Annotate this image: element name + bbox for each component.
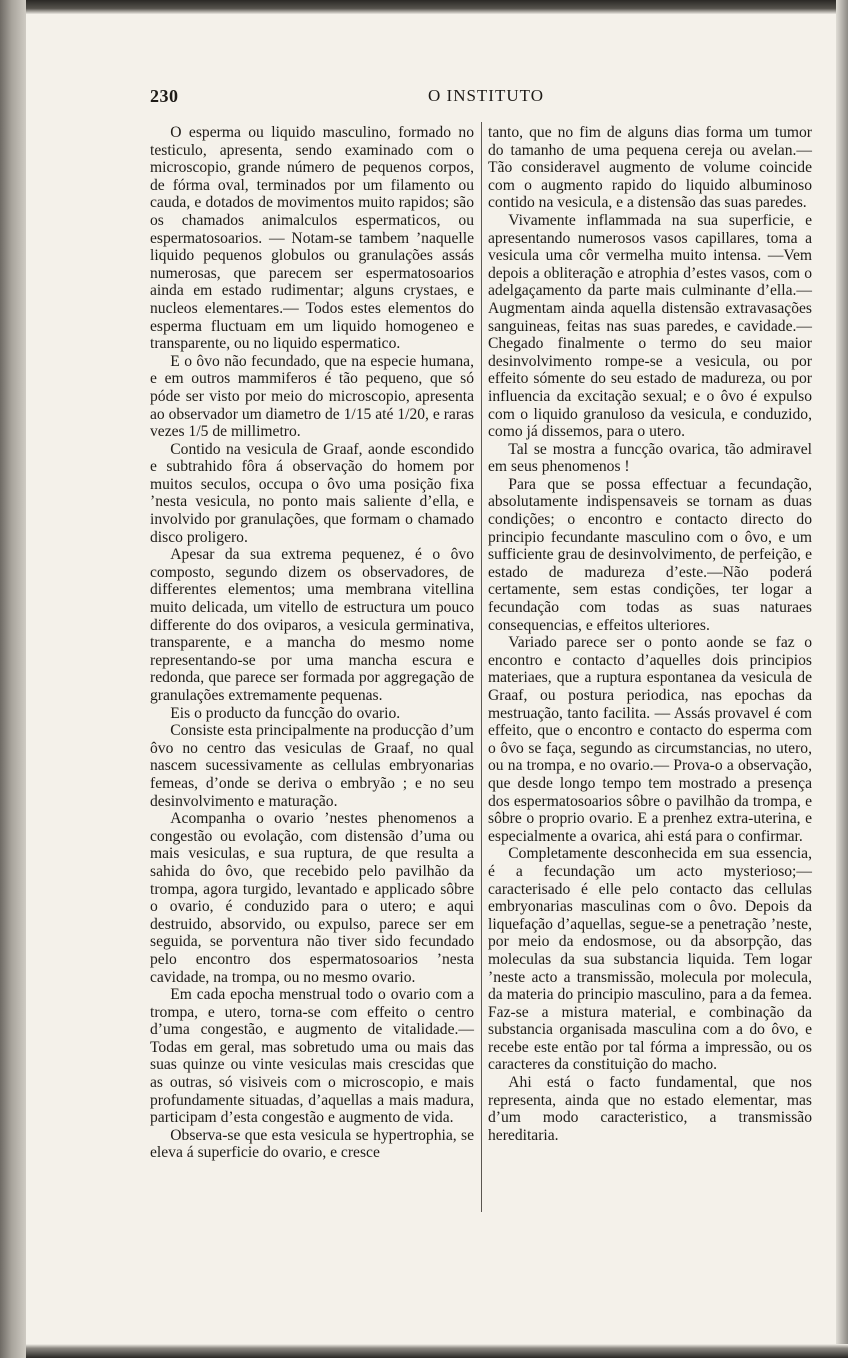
scan-right-edge (836, 0, 848, 1358)
paragraph: Apesar da sua extrema pequenez, é o ôvo composto, segundo dizem os observadores, de differentes elementos; uma membrana vitellina muito delicada, um vitello de estructura um pouco differente do dos oviparos, a vesicula germinativa, transparente, e a mancha do mesmo nome representando-se por uma mancha escura e redonda, que parece ser formada por aggregação de granulações extremamente pequenas. (150, 546, 474, 704)
scan-top-edge (26, 0, 848, 14)
paragraph: Vivamente inflammada na sua superficie, e apresentando numerosos vasos capillares, toma a vesicula uma côr vermelha muito intensa. —Vem depois a obliteração e atrophia d’estes vasos, com o adelgaçamento da parte mais culminante d’ella.— Augmentam ainda aquella distensão extravasações sanguineas, feitas nas suas paredes, e cavidade.—Chegado finalmente o termo do seu maior desinvolvimento rompe-se a vesicula, ou por effeito sómente do seu estado de madureza, ou por influencia da excitação sexual; e o ôvo é expulso com o liquido granuloso da vesicula, e conduzido, como já dissemos, para o utero. (488, 211, 812, 441)
paragraph: O esperma ou liquido masculino, formado no testiculo, apresenta, sendo examinado com o microscopio, grande número de pequenos corpos, de fórma oval, terminados por um filamento ou cauda, e dotados de movimentos muito rapidos; são os chamados animalculos espermaticos, ou espermatosoarios. — Notam-se tambem ’naquelle liquido pequenos globulos ou granulações assás numerosas, que parecem ser espermatosoarios ainda em estado rudimentar; alguns crystaes, e nucleos elementares.— Todos estes elementos do esperma fluctuam em um liquido homogeneo e transparente, ou no liquido espermatico. (150, 124, 474, 353)
paragraph: Variado parece ser o ponto aonde se faz o encontro e contacto d’aquelles dois principios materiaes, que a ruptura espontanea da vesicula de Graaf, ou postura periodica, nas epochas da mestruação, tanto facilita. — Assás provavel é com effeito, que o encontro e contacto do esperma com o ôvo se faça, segundo as circumstancias, no utero, ou na trompa, e no ovario.— Prova-o a observação, que desde longo tempo tem mostrado a presença dos espermatosoarios sôbre o pavilhão da trompa, e sôbre o proprio ovario. E a prenhez extra-uterina, e especialmente a ovarica, ahi está para o confirmar. (488, 634, 812, 845)
running-title: O INSTITUTO (428, 86, 544, 105)
page-number: 230 (150, 86, 179, 106)
paragraph: tanto, que no fim de alguns dias forma um tumor do tamanho de uma pequena cereja ou avelan.—Tão consideravel augmento de volume coincide com o augmento rapido do liquido albuminoso contido na vesicula, e a distensão das suas paredes. (488, 124, 812, 212)
paragraph: Acompanha o ovario ’nestes phenomenos a congestão ou evolação, com distensão d’uma ou mais vesiculas, e sua ruptura, de que resulta a sahida do ôvo, que recebido pelo pavilhão da trompa, agora turgido, levantado e applicado sôbre o ovario, é conduzido para o utero; e aqui destruido, absorvido, ou expulso, parece ser em seguida, se porventura não tiver sido fecundado pelo encontro dos espermatosoarios ’nesta cavidade, na trompa, ou no mesmo ovario. (150, 810, 474, 986)
paragraph: Ahi está o facto fundamental, que nos representa, ainda que no estado elementar, mas d’um modo caracteristico, a transmissão hereditaria. (488, 1074, 812, 1144)
paragraph: Para que se possa effectuar a fecundação, absolutamente indispensaveis se tornam as duas condições; o encontro e contacto directo do principio fecundante masculino com o ôvo, e um sufficiente grau de desinvolvimento, de perfeição, e estado de madureza d’este.—Não poderá certamente, sem estas condições, ter logar a fecundação com todas as suas naturaes consequencias, e effeitos ulteriores. (488, 475, 812, 634)
paragraph: Eis o producto da funcção do ovario. (170, 704, 401, 722)
left-column (150, 124, 474, 1162)
paragraph: Contido na vesicula de Graaf, aonde escondido e subtrahido fôra á observação do homem por muitos seculos, occupa o ôvo uma posição fixa ’nesta vesicula, no ponto mais saliente d’ella, e involvido por granulações, que formam o chamado disco proligero. (150, 440, 474, 546)
paragraph: Tal se mostra a funcção ovarica, tão admiravel em seus phenomenos ! (488, 440, 812, 476)
book-page (150, 86, 812, 1246)
right-column (488, 124, 812, 1144)
column-divider (481, 122, 482, 1212)
running-header (150, 86, 812, 110)
paragraph: E o ôvo não fecundado, que na especie humana, e em outros mammiferos é tão pequeno, que só póde ser visto por meio do microscopio, apresenta ao observador um diametro de 1/15 até 1/20, e raras vezes 1/5 de millimetro. (150, 352, 474, 441)
scan-bottom-edge (26, 1344, 848, 1358)
paragraph: Observa-se que esta vesicula se hypertrophia, se eleva á superficie do ovario, e cresce (150, 1126, 474, 1162)
paragraph: Completamente desconhecida em sua essencia, é a fecundação um acto mysterioso;— caracterisado é elle pelo contacto das cellulas embryonarias masculinas com o ôvo. Depois da liquefação d’aquellas, segue-se a penetração ’neste, por meio da endosmose, ou da absorpção, das moleculas da sua substancia liquida. Tem logar ’neste acto a transmissão, molecula por molecula, da materia do principio masculino, para a da femea. Faz-se a mistura material, e combinação da substancia organisada masculina com a do ôvo, e recebe este então por tal fórma a impressão, ou os caracteres da constituição do macho. (488, 845, 812, 1074)
book-spine-shadow (0, 0, 26, 1358)
paragraph: Em cada epocha menstrual todo o ovario com a trompa, e utero, torna-se com effeito o centro d’uma congestão, e augmento de vitalidade.— Todas em geral, mas sobretudo uma ou mais das suas quinze ou vinte vesiculas mais crescidas que as outras, só visiveis com o microscopio, e mais profundamente situadas, d’aquellas a mais madura, participam d’esta congestão e augmento de vida. (150, 986, 474, 1127)
paragraph: Consiste esta principalmente na producção d’um ôvo no centro das vesiculas de Graaf, no qual nascem sucessivamente as cellulas embryonarias femeas, d’onde se deriva o embryão ; e no seu desinvolvimento e maturação. (150, 722, 474, 810)
